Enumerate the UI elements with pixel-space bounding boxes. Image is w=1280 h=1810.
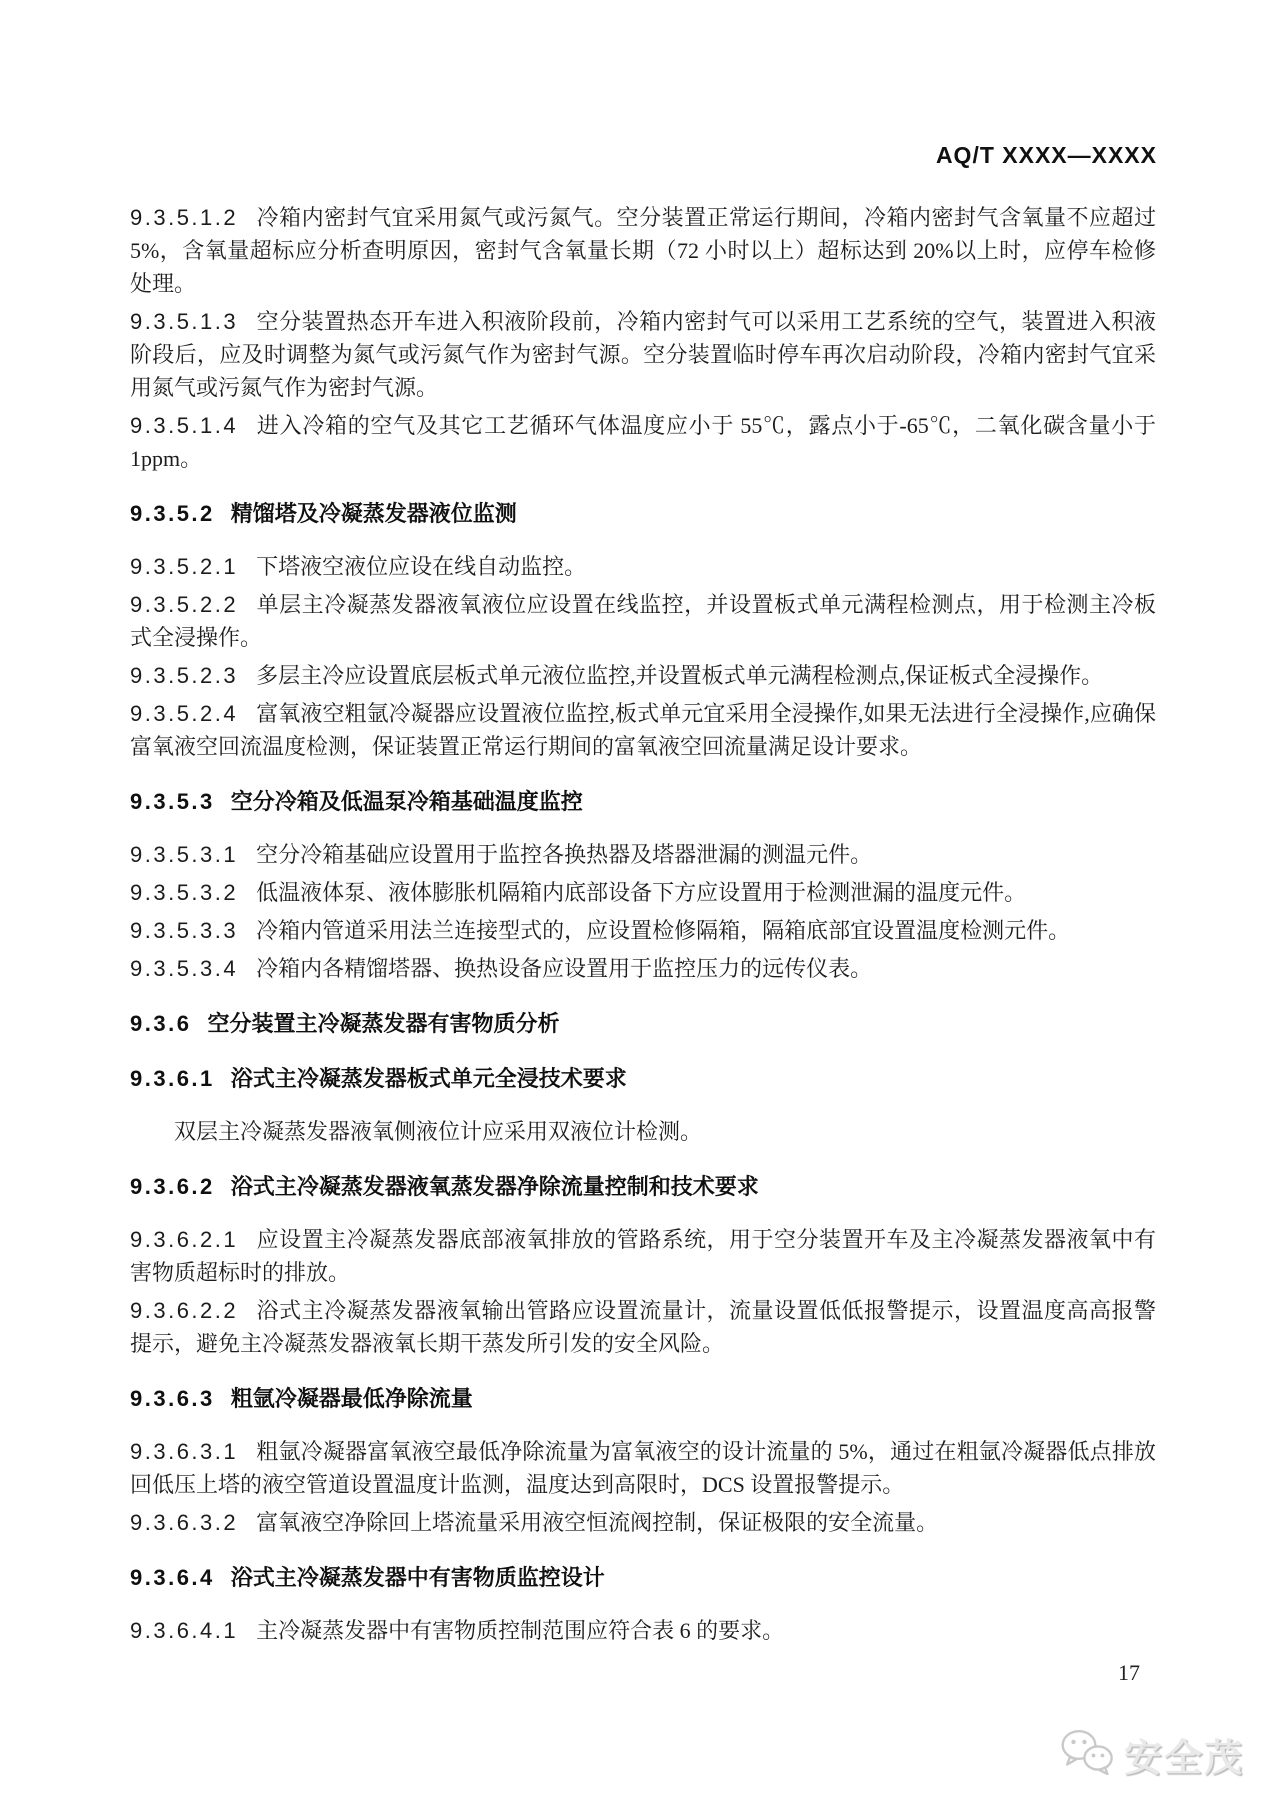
clause-text: 多层主冷应设置底层板式单元液位监控,并设置板式单元满程检测点,保证板式全浸操作。 <box>256 663 1104 688</box>
clause-paragraph <box>130 1506 1156 1539</box>
clause-text: 冷箱内各精馏塔器、换热设备应设置用于监控压力的远传仪表。 <box>256 956 873 981</box>
clause-paragraph <box>130 409 1156 475</box>
clause-paragraph <box>130 1614 1156 1647</box>
page-number: 17 <box>1118 1660 1140 1685</box>
clause-heading <box>130 1561 1156 1594</box>
clause-text: 空分冷箱基础应设置用于监控各换热器及塔器泄漏的测温元件。 <box>256 842 873 867</box>
clause-number: 9.3.5.2.1 <box>130 554 239 579</box>
clause-number: 9.3.5.3 <box>130 789 215 814</box>
clause-number: 9.3.5.2.2 <box>130 592 239 617</box>
clause-text: 主冷凝蒸发器中有害物质控制范围应符合表 6 的要求。 <box>256 1618 785 1643</box>
clause-paragraph <box>130 838 1156 871</box>
clause-paragraph <box>130 952 1156 985</box>
watermark-text: 安全茂 <box>1123 1738 1244 1780</box>
clause-paragraph <box>130 1115 1156 1148</box>
clause-paragraph <box>130 659 1156 692</box>
clause-text: 进入冷箱的空气及其它工艺循环气体温度应小于 55℃，露点小于-65℃，二氧化碳含量小于 1ppm。 <box>130 413 1156 471</box>
clause-paragraph <box>130 588 1156 654</box>
clause-text: 单层主冷凝蒸发器液氧液位应设置在线监控，并设置板式单元满程检测点，用于检测主冷板式全浸操作。 <box>130 592 1156 650</box>
clause-text: 空分装置热态开车进入积液阶段前，冷箱内密封气可以采用工艺系统的空气，装置进入积液阶段后，应及时调整为氮气或污氮气作为密封气源。空分装置临时停车再次启动阶段，冷箱内密封气宜采用氮气或污氮气作为密封气源。 <box>130 309 1156 400</box>
clause-title: 浴式主冷凝蒸发器板式单元全浸技术要求 <box>230 1066 627 1091</box>
clause-number: 9.3.5.3.1 <box>130 842 239 867</box>
clause-heading <box>130 1007 1156 1040</box>
clause-paragraph <box>130 876 1156 909</box>
clause-number: 9.3.5.2.3 <box>130 663 239 688</box>
clause-text: 冷箱内密封气宜采用氮气或污氮气。空分装置正常运行期间，冷箱内密封气含氧量不应超过 5%，含氧量超标应分析查明原因，密封气含氧量长期（72 小时以上）超标达到 20%以上时，应停车检修处理。 <box>130 205 1156 296</box>
clause-paragraph <box>130 1294 1156 1360</box>
clause-number: 9.3.6.2.1 <box>130 1227 239 1252</box>
clause-title: 粗氩冷凝器最低净除流量 <box>230 1386 473 1411</box>
clause-paragraph <box>130 550 1156 583</box>
clause-number: 9.3.5.3.2 <box>130 880 239 905</box>
clause-text: 双层主冷凝蒸发器液氧侧液位计应采用双液位计检测。 <box>174 1119 703 1144</box>
clause-heading <box>130 785 1156 818</box>
clause-heading <box>130 1382 1156 1415</box>
clause-title: 空分装置主冷凝蒸发器有害物质分析 <box>207 1011 560 1036</box>
clause-paragraph <box>130 201 1156 300</box>
clause-heading <box>130 1170 1156 1203</box>
clause-title: 空分冷箱及低温泵冷箱基础温度监控 <box>230 789 583 814</box>
clause-text: 应设置主冷凝蒸发器底部液氧排放的管路系统，用于空分装置开车及主冷凝蒸发器液氧中有害物质超标时的排放。 <box>130 1227 1156 1285</box>
clause-title: 浴式主冷凝蒸发器液氧蒸发器净除流量控制和技术要求 <box>230 1174 759 1199</box>
clause-number: 9.3.5.3.4 <box>130 956 239 981</box>
clause-heading <box>130 1062 1156 1095</box>
clause-paragraph <box>130 914 1156 947</box>
clause-number: 9.3.5.1.3 <box>130 309 239 334</box>
clause-number: 9.3.6.4 <box>130 1565 215 1590</box>
clause-number: 9.3.6.1 <box>130 1066 215 1091</box>
clause-paragraph <box>130 1223 1156 1289</box>
wechat-icon <box>1060 1729 1114 1780</box>
clause-paragraph <box>130 1435 1156 1501</box>
standard-code-header: AQ/T XXXX—XXXX <box>935 142 1157 168</box>
clause-text: 富氧液空净除回上塔流量采用液空恒流阀控制，保证极限的安全流量。 <box>256 1510 939 1535</box>
clause-number: 9.3.5.2.4 <box>130 701 239 726</box>
clause-number: 9.3.5.1.2 <box>130 205 239 230</box>
document-body <box>130 196 1156 1652</box>
clause-number: 9.3.5.2 <box>130 501 215 526</box>
clause-text: 下塔液空液位应设在线自动监控。 <box>256 554 587 579</box>
clause-heading <box>130 497 1156 530</box>
clause-number: 9.3.6.3.1 <box>130 1439 239 1464</box>
clause-number: 9.3.6.4.1 <box>130 1618 239 1643</box>
clause-number: 9.3.6.3 <box>130 1386 215 1411</box>
clause-number: 9.3.6.2.2 <box>130 1298 239 1323</box>
clause-paragraph <box>130 697 1156 763</box>
clause-number: 9.3.6 <box>130 1011 192 1036</box>
clause-text: 低温液体泵、液体膨胀机隔箱内底部设备下方应设置用于检测泄漏的温度元件。 <box>256 880 1027 905</box>
clause-text: 冷箱内管道采用法兰连接型式的，应设置检修隔箱，隔箱底部宜设置温度检测元件。 <box>256 918 1071 943</box>
clause-number: 9.3.5.3.3 <box>130 918 239 943</box>
clause-text: 浴式主冷凝蒸发器液氧输出管路应设置流量计，流量设置低低报警提示，设置温度高高报警提示，避免主冷凝蒸发器液氧长期干蒸发所引发的安全风险。 <box>130 1298 1156 1356</box>
clause-title: 浴式主冷凝蒸发器中有害物质监控设计 <box>230 1565 605 1590</box>
clause-text: 粗氩冷凝器富氧液空最低净除流量为富氧液空的设计流量的 5%，通过在粗氩冷凝器低点排放回低压上塔的液空管道设置温度计监测，温度达到高限时，DCS 设置报警提示。 <box>130 1439 1156 1497</box>
clause-number: 9.3.6.3.2 <box>130 1510 239 1535</box>
clause-title: 精馏塔及冷凝蒸发器液位监测 <box>230 501 517 526</box>
clause-number: 9.3.5.1.4 <box>130 413 239 438</box>
clause-paragraph <box>130 305 1156 404</box>
watermark <box>1060 1727 1244 1782</box>
clause-number: 9.3.6.2 <box>130 1174 215 1199</box>
clause-text: 富氧液空粗氩冷凝器应设置液位监控,板式单元宜采用全浸操作,如果无法进行全浸操作,应确保富氧液空回流温度检测，保证装置正常运行期间的富氧液空回流量满足设计要求。 <box>130 701 1156 759</box>
